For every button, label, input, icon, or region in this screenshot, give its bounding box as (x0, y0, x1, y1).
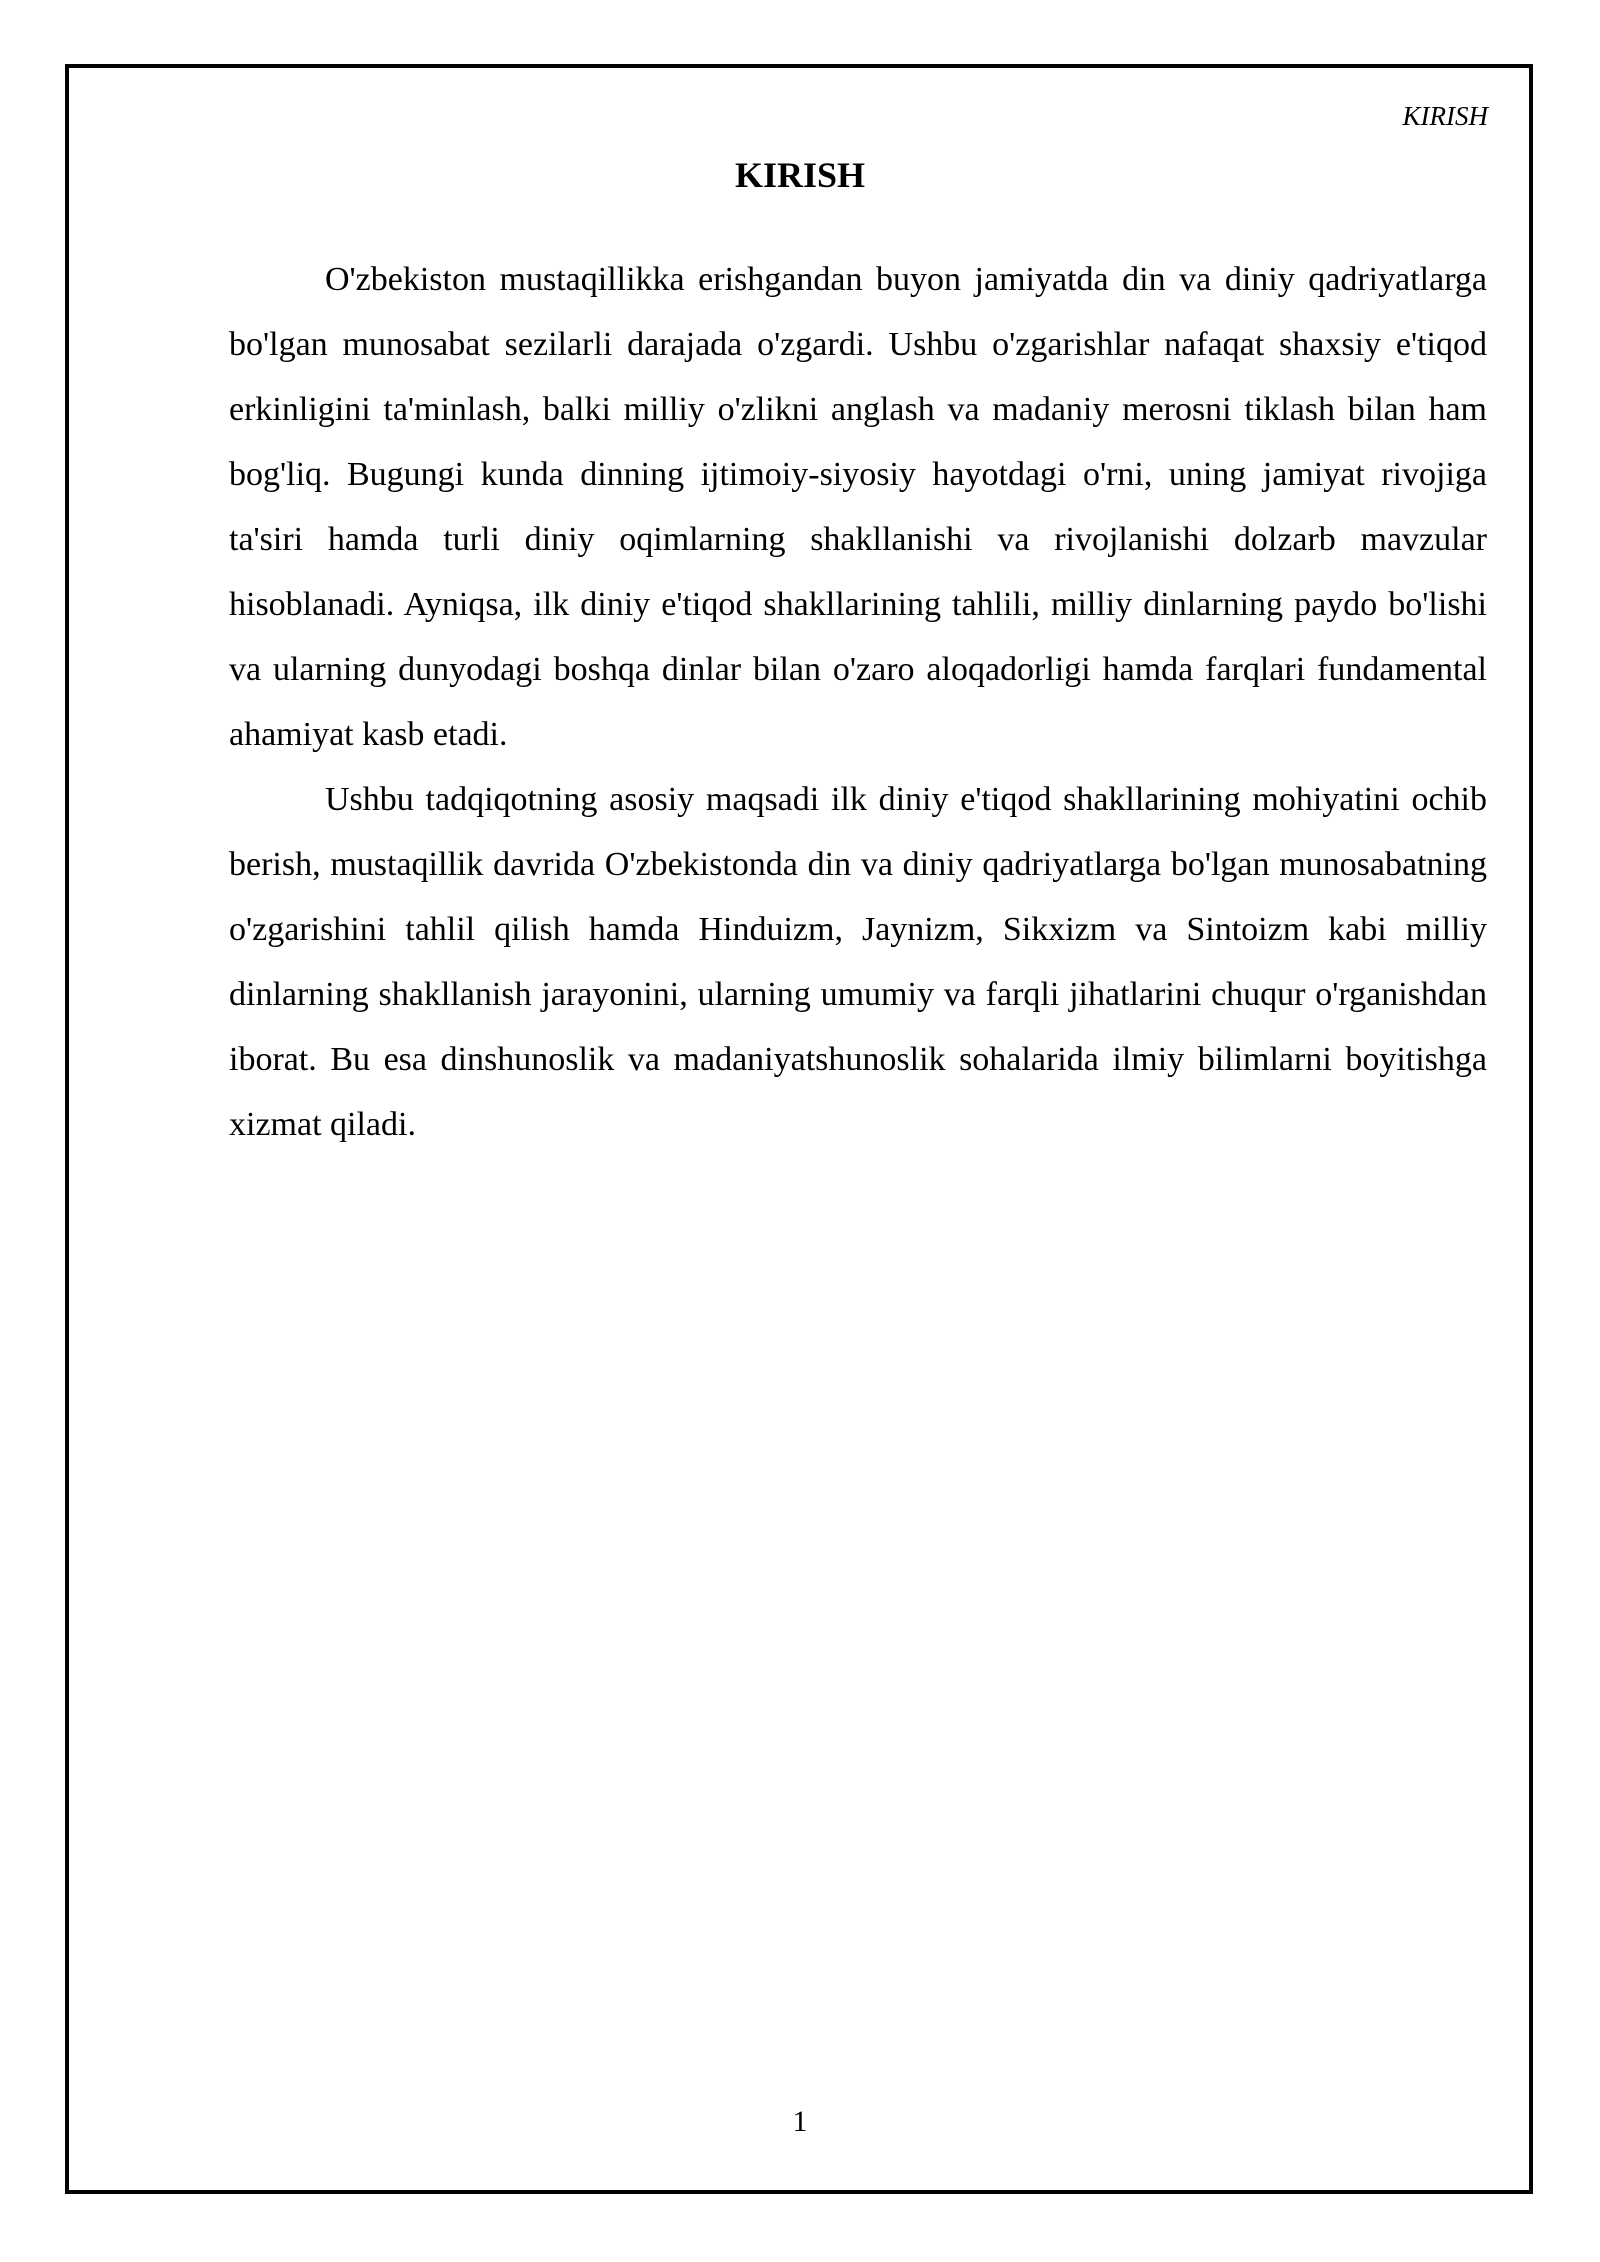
paragraph-2: Ushbu tadqiqotning asosiy maqsadi ilk diniy e'tiqod shakllarining mohiyatini ochib berish, mustaqillik davrida O'zbekistonda din va diniy qadriyatlarga bo'lgan munosabatning o'zgarishini tahlil qilish hamda Hinduizm, Jaynizm, Sikxizm va Sintoizm kabi milliy dinlarning shakllanish jarayonini, ularning umumiy va farqli jihatlarini chuqur o'rganishdan iborat. Bu esa dinshunoslik va madaniyatshunoslik sohalarida ilmiy bilimlarni boyitishga xizmat qiladi. (229, 781, 1487, 1143)
page-number: 1 (792, 2105, 808, 2138)
running-header: KIRISH (1402, 101, 1488, 131)
section-title: KIRISH (734, 155, 866, 195)
paragraph-1: O'zbekiston mustaqillikka erishgandan buyon jamiyatda din va diniy qadriyatlarga bo'lgan munosabat sezilarli darajada o'zgardi. Ushbu o'zgarishlar nafaqat shaxsiy e'tiqod erkinligini ta'minlash, balki milliy o'zlikni anglash va madaniy merosni tiklash bilan ham bog'liq. Bugungi kunda dinning ijtimoiy-siyosiy hayotdagi o'rni, uning jamiyat rivojiga ta'siri hamda turli diniy oqimlarning shakllanishi va rivojlanishi dolzarb mavzular hisoblanadi. Ayniqsa, ilk diniy e'tiqod shakllarining tahlili, milliy dinlarning paydo bo'lishi va ularning dunyodagi boshqa dinlar bilan o'zaro aloqadorligi hamda farqlari fundamental ahamiyat kasb etadi. (229, 261, 1487, 753)
body-text (229, 247, 1487, 1157)
